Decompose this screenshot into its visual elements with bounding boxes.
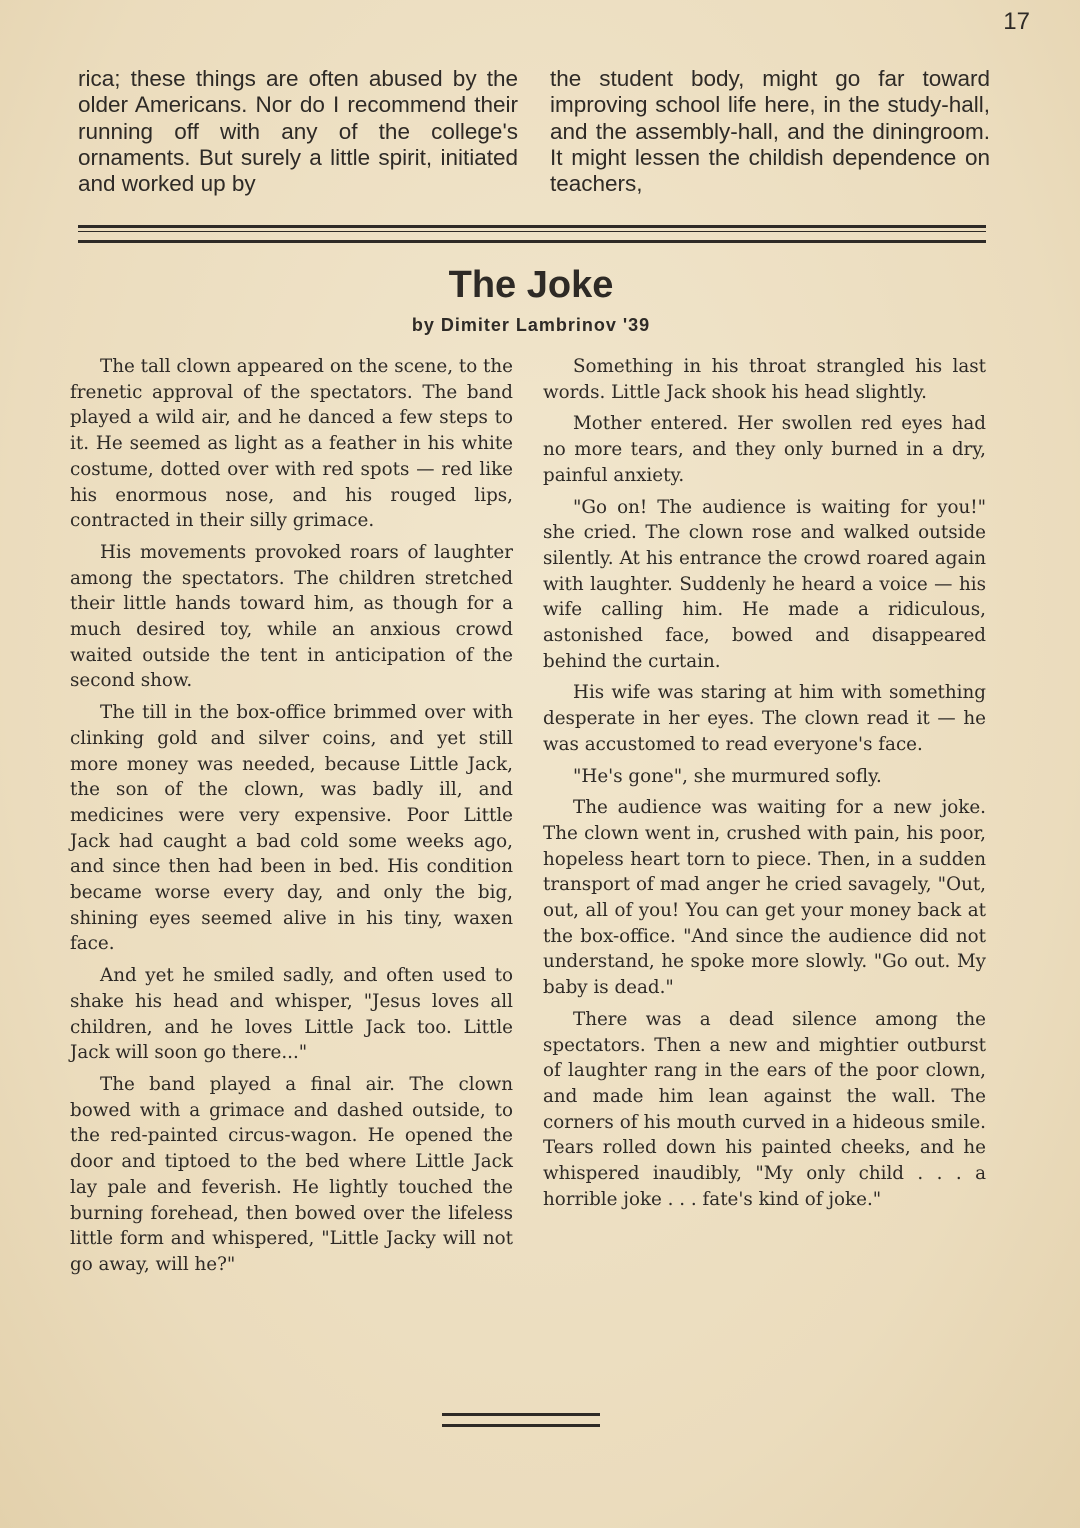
paragraph: The audience was waiting for a new joke. The clown went in, crushed with pain, his poor, hopeless heart torn to piece. Then, in a sudden transport of mad anger he cried savagely, "Out, out, all of you! You can get your money back at the box-office. "And since the audience did not understand, he spoke more slowly. "Go out. My baby is dead." [543, 797, 986, 999]
article-body [70, 354, 986, 1284]
article-left-column [70, 354, 513, 1284]
previous-article-continuation [78, 66, 990, 216]
section-divider [78, 225, 986, 243]
continuation-right-column [550, 66, 990, 216]
continuation-left-text: rica; these things are often abused by the older Americans. Nor do I recommend their running off with any of the college's ornaments. But surely a little spirit, initiated and worked up by [78, 66, 518, 197]
paragraph: The band played a final air. The clown bowed with a grimace and dashed outside, to the red-painted circus-wagon. He opened the door and tiptoed to the bed where Little Jack lay pale and feverish. He lightly touched the burning forehead, then bowed over the lifeless little form and whispered, "Little Jacky will not go away, will he?" [70, 1073, 513, 1275]
paragraph: The till in the box-office brimmed over with clinking gold and silver coins, and yet still more money was needed, because Little Jack, the son of the clown, was badly ill, and medicines were very expensive. Poor Little Jack had caught a bad cold some weeks ago, and since then had been in bed. His condition became worse every day, and only the big, shining eyes seemed alive in his tiny, waxen face. [70, 702, 513, 955]
paragraph: His movements provoked roars of laughter among the spectators. The children stretched their little hands toward him, as though for a much desired toy, while an anxious crowd waited outside the tent in anticipation of the second show. [70, 541, 513, 692]
article-byline: by Dimiter Lambrinov '39 [411, 315, 651, 335]
end-of-article-divider [442, 1413, 600, 1427]
paragraph: "Go on! The audience is waiting for you!" she cried. The clown rose and walked outside silently. At his entrance the crowd roared again with laughter. Suddenly he heard a voice — his wife calling him. He made a ridiculous, astonished face, bowed and disappeared behind the curtain. [543, 496, 986, 672]
article-right-column [543, 354, 986, 1284]
paragraph: And yet he smiled sadly, and often used to shake his head and whisper, "Jesus loves all children, and he loves Little Jack too. Little Jack will soon go there..." [70, 965, 513, 1064]
article-title: The Joke [448, 264, 614, 306]
paragraph: The tall clown appeared on the scene, to the frenetic approval of the spectators. The band played a wild air, and he danced a few steps to it. He seemed as light as a feather in his white costume, dotted over with red spots — red like his enormous nose, and his rouged lips, contracted in their silly grimace. [70, 356, 513, 532]
paragraph: There was a dead silence among the spectators. Then a new and mightier outburst of laughter rang in the ears of the poor clown, and made him lean against the wall. The corners of his mouth curved in a hideous smile. Tears rolled down his painted cheeks, and he whispered inaudibly, "My only child . . . a horrible joke . . . fate's kind of joke." [543, 1008, 986, 1210]
continuation-right-text: the student body, might go far toward improving school life here, in the study-hall, and the assembly-hall, and the diningroom. It might lessen the childish dependence on teachers, [550, 66, 990, 197]
paragraph: His wife was staring at him with something desperate in her eyes. The clown read it — he was accustomed to read everyone's face. [543, 682, 986, 755]
paragraph: Something in his throat strangled his last words. Little Jack shook his head slightly. [543, 356, 986, 403]
paragraph: Mother entered. Her swollen red eyes had no more tears, and they only burned in a dry, painful anxiety. [543, 413, 986, 486]
page-number: 17 [1003, 8, 1030, 35]
paragraph: "He's gone", she murmured sofly. [573, 765, 882, 787]
continuation-left-column [78, 66, 518, 216]
